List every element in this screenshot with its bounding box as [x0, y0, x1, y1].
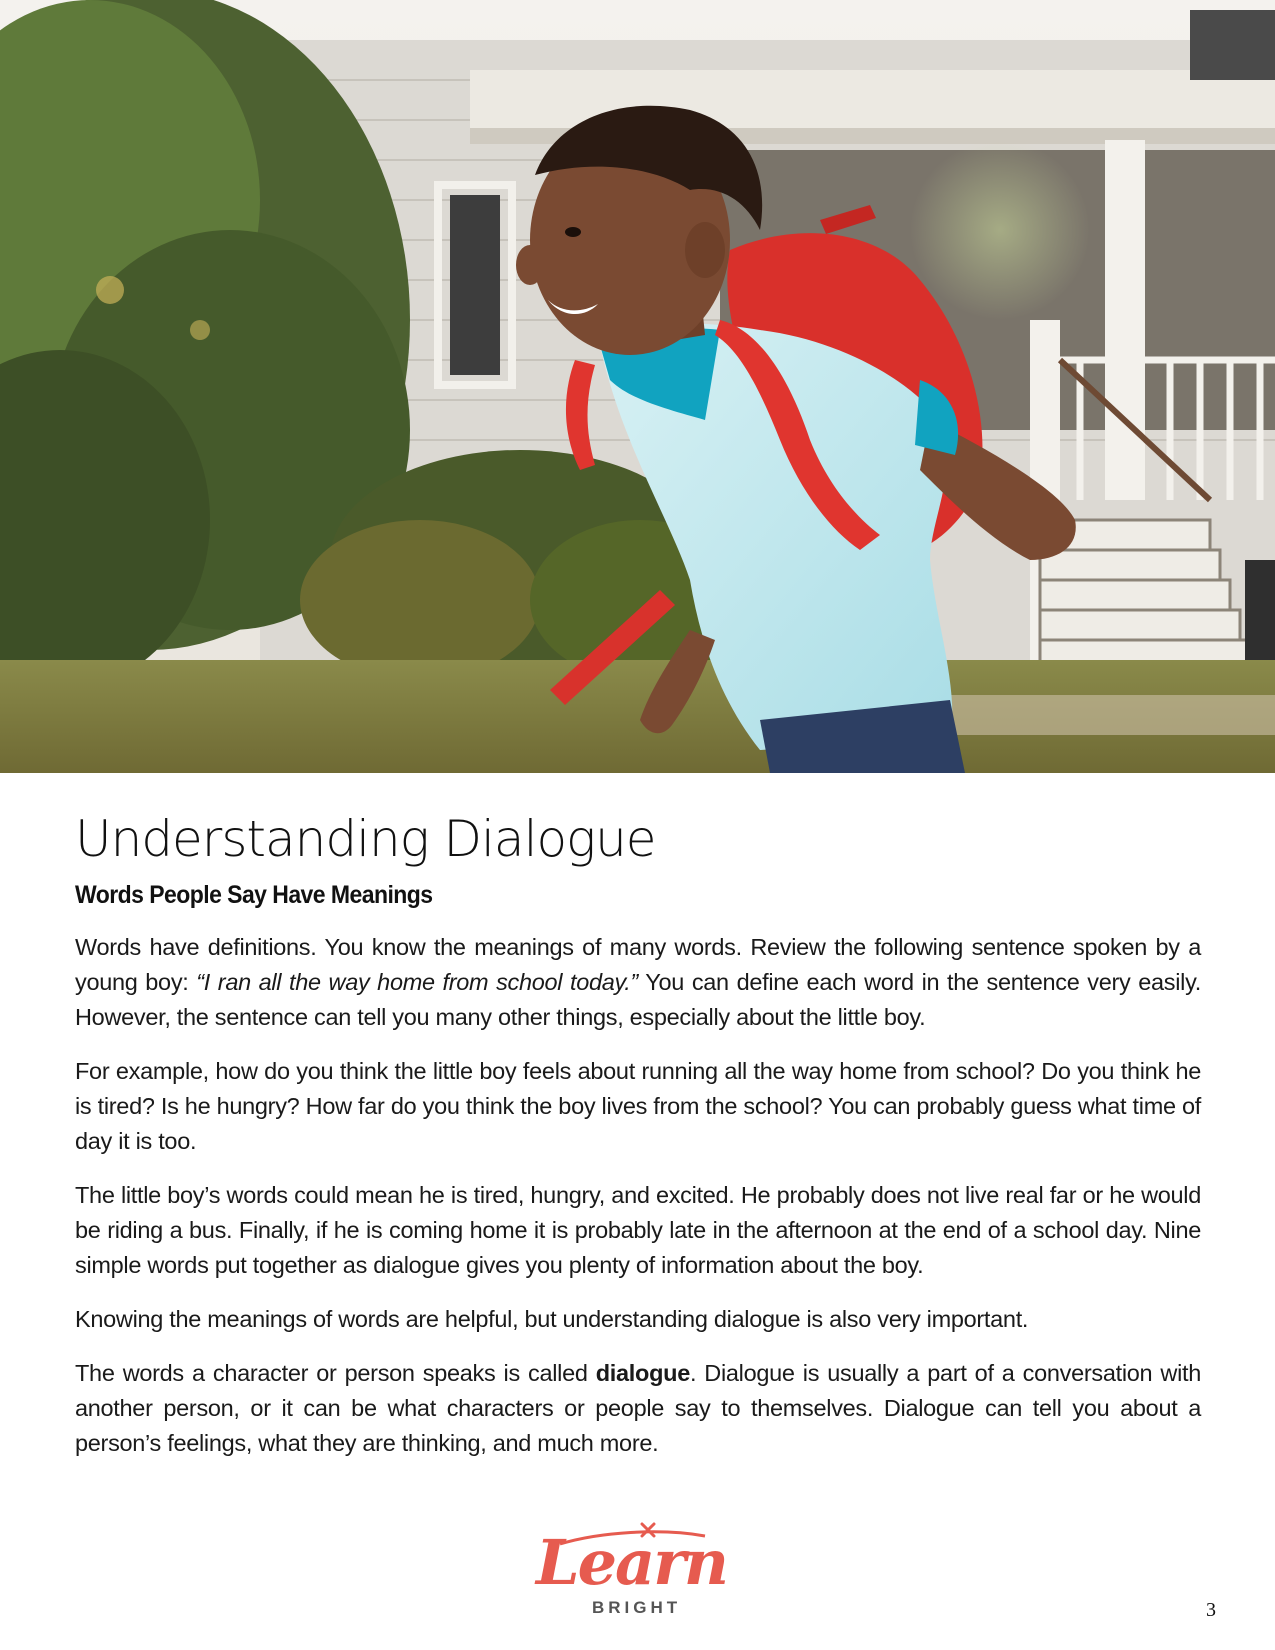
paragraph-3: The little boy’s words could mean he is tired, hungry, and excited. He probably does not live real far or he would be riding a bus. Finally, if he is coming home it is probably late in the afternoon at the end of a school day. Nine simple words put together as dialogue gives you plenty of information about the boy.: [75, 1182, 1201, 1278]
section-subtitle: Words People Say Have Meanings: [75, 881, 433, 909]
dialogue-term: dialogue: [595, 1360, 690, 1386]
paragraph-2: For example, how do you think the little boy feels about running all the way home from school? Do you think he is tired? Is he hungry? How far do you think the boy lives from the school? You can probably guess what time of day it is too.: [75, 1058, 1201, 1154]
boy-quote: “I ran all the way home from school today.”: [196, 969, 638, 995]
document-body: [75, 812, 1201, 1461]
page-title: Understanding Dialogue: [75, 810, 656, 868]
paragraph-1: [75, 930, 1201, 1035]
learn-bright-logo: [530, 1522, 740, 1622]
paragraph-1-text-a: Words have definitions. You know the meanings of many words. Review the following sentence spoken by a young boy:: [75, 934, 1201, 995]
paragraph-1-text-b: You can define each word in the sentence very easily. However, the sentence can tell you many other things, especially about the little boy.: [75, 969, 1202, 1030]
logo-word: Learn: [536, 1526, 727, 1599]
paragraph-5-text-b: . Dialogue is usually a part of a conversation with another person, or it can be what characters or people say to themselves. Dialogue can tell you about a person’s feelings, what they are thinking, and much more.: [75, 1360, 1201, 1456]
logo-subword: BRIGHT: [592, 1598, 682, 1617]
hero-photo: [0, 0, 1275, 773]
paragraph-5-text-a: The words a character or person speaks is called: [75, 1360, 596, 1386]
boy-running-illustration: [0, 0, 1275, 773]
page-number: 3: [1206, 1599, 1216, 1621]
paragraph-5: [75, 1356, 1201, 1461]
paragraph-4: Knowing the meanings of words are helpful, but understanding dialogue is also very important.: [75, 1306, 1029, 1332]
